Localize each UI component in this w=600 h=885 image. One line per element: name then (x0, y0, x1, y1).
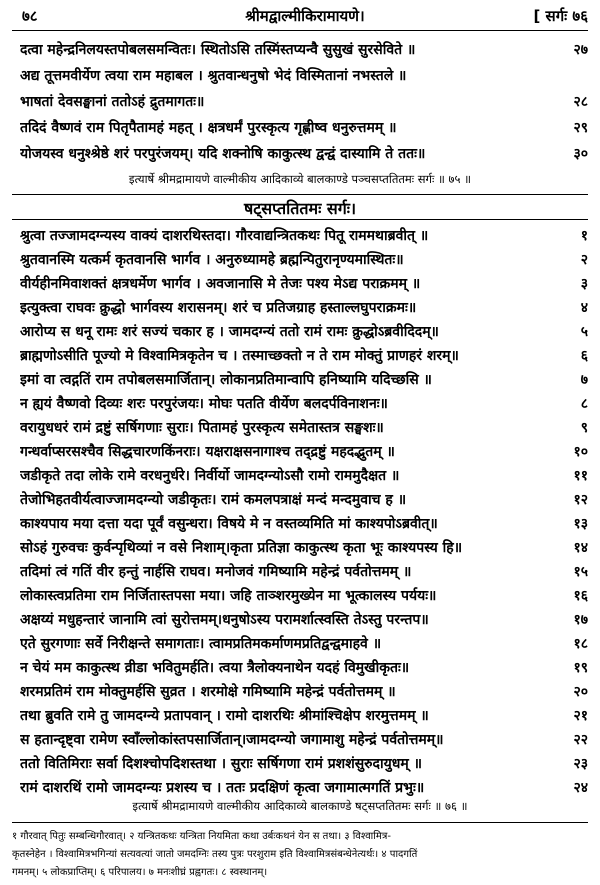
verse-text: जडीकृते तदा लोके रामे वरधनुर्धरे। निर्वीर्यो जामदग्न्योऽसौ रामो राममुदैक्षत ॥ (20, 468, 400, 484)
verse-line (12, 40, 588, 62)
verse-number: २७ (573, 42, 588, 58)
verse-number: २४ (573, 780, 588, 796)
verse-line (12, 118, 588, 140)
verse-number: २९ (573, 120, 588, 136)
verse-line (12, 442, 588, 464)
verse-text: न ह्ययं वैष्णवो दिव्यः शरः परपुरंजयः। मोघः पतति वीर्येण बलदर्पविनाशनः॥ (20, 396, 388, 412)
verse-text: लोकास्त्वप्रतिमा राम निर्जितास्तपसा मया। जहि ताञ्शरमुख्येन मा भूत्कालस्य पर्ययः॥ (20, 588, 437, 604)
verse-number: १२ (573, 492, 588, 508)
verse-line (12, 274, 588, 296)
verse-line (12, 66, 588, 88)
verse-number: १९ (573, 660, 588, 676)
verse-text: भाषतां देवसङ्घानां ततोऽहं द्रुतमागतः॥ (20, 94, 205, 110)
verse-text: वीर्यहीनमिवाशक्तं क्षत्रधर्मेण भार्गव । अवजानासि मे तेजः पश्य मेऽद्य पराक्रमम् ॥ (20, 276, 421, 292)
verse-text: तदिदं वैष्णवं राम पितृपैतामहं महत् । क्षत्रधर्मं पुरस्कृत्य गृह्णीष्व धनुरुत्तमम् ॥ (20, 120, 397, 136)
verse-line (12, 730, 588, 752)
footnote-line: १ गौरवात् पितुः सम्बन्धिगौरवात्। २ यन्त्रितकथः यन्त्रिता नियमिता कथा उर्बःकथनं येन स तथा। ३ विश्वामित्र- (12, 831, 391, 842)
verse-line (12, 226, 588, 248)
verse-line (12, 490, 588, 512)
verse-number: ६ (580, 348, 588, 364)
verse-text: शरमप्रतिमं राम मोक्तुमर्हसि सुव्रत । शरमोक्षे गमिष्यामि महेन्द्रं पर्वतोत्तमम् ॥ (20, 684, 396, 700)
verse-number: ९ (580, 420, 588, 436)
verse-line (12, 706, 588, 728)
verse-number: ७ (580, 372, 588, 388)
verse-number: २१ (573, 708, 588, 724)
verse-text: वरायुधधरं रामं द्रष्टुं सर्षिगणाः सुराः। पितामहं पुरस्कृत्य समेतास्तत्र सङ्घशः॥ (20, 420, 384, 436)
verse-number: १६ (573, 588, 588, 604)
verse-text: रामं दाशरथिं रामो जामदग्न्यः प्रशस्य च । ततः प्रदक्षिणं कृत्वा जगामात्मगतिं प्रभुः॥ (20, 780, 425, 796)
verse-text: न चेयं मम काकुत्स्थ व्रीडा भवितुमर्हति। त्वया त्रैलोक्यनाथेन यदहं विमुखीकृतः॥ (20, 660, 410, 676)
verse-text: इमां वा त्वद्गतिं राम तपोबलसमार्जितान्। लोकानप्रतिमान्वापि हनिष्यामि यदिच्छसि ॥ (20, 372, 432, 388)
sarga-divider-bottom (12, 219, 588, 220)
verse-line (12, 754, 588, 776)
verse-line (12, 538, 588, 560)
verse-line (12, 634, 588, 656)
verse-number: २ (580, 252, 588, 268)
verse-text: इत्युक्त्वा राघवः क्रुद्धो भार्गवस्य शरासनम्। शरं च प्रतिजग्राह हस्ताल्लघुपराक्रमः॥ (20, 300, 417, 316)
verse-text: श्रुतवानस्मि यत्कर्म कृतवानसि भार्गव । अनुरुध्यामहे ब्रह्मन्पितुरानृण्यमास्थितः॥ (20, 252, 404, 268)
verse-number: ५ (580, 324, 588, 340)
verse-text: एते सुरगणाः सर्वे निरीक्षन्ते समागताः। त्वामप्रतिमकर्माणमप्रतिद्वन्द्वमाहवे ॥ (20, 636, 382, 652)
verse-text: श्रुत्वा तज्जामदग्न्यस्य वाक्यं दाशरथिस्तदा। गौरवाद्यन्त्रितकथः पितू राममथाब्रवीत् ॥ (20, 228, 429, 244)
verse-text: काश्यपाय मया दत्ता यदा पूर्वं वसुन्धरा। विषये मे न वस्तव्यमिति मां काश्यपोऽब्रवीत्॥ (20, 516, 438, 532)
verse-line (12, 466, 588, 488)
colophon-75: इत्यार्षे श्रीमद्रामायणे वाल्मीकीय आदिकाव्ये बालकाण्डे पञ्चसप्ततितमः सर्गः ॥ ७५ ॥ (128, 172, 472, 186)
verse-text: आरोप्य स धनू रामः शरं सज्यं चकार ह । जामदग्न्यं ततो रामं रामः क्रुद्धोऽब्रवीदिदम्॥ (20, 324, 439, 340)
verse-line (12, 370, 588, 392)
verse-line (12, 586, 588, 608)
page-header (22, 6, 588, 28)
verse-text: योजयस्व धनुश्श्रेष्ठे शरं परपुरंजयम्। यदि शक्नोषि काकुत्स्थ द्वन्द्वं दास्यामि ते ततः॥ (20, 146, 426, 162)
verse-number: १४ (573, 540, 588, 556)
verse-text: ब्राह्मणोऽसीति पूज्यो मे विश्वामित्रकृतेन च । तस्माच्छक्तो न ते राम मोक्तुं प्राणहरं शरम्॥ (20, 348, 459, 364)
verse-text: दत्वा महेन्द्रनिलयस्तपोबलसमन्वितः। स्थितोऽसि तस्मिंस्तप्यन्वै सुसुखं सुरसेविते ॥ (20, 42, 416, 58)
sarga-76-title: षट्सप्ततितमः सर्गः। (243, 199, 357, 218)
verse-number: ११ (573, 468, 588, 484)
verse-text: ततो वितिमिराः सर्वा दिशश्चोपदिशस्तथा । सुराः सर्षिगणा रामं प्रशशंसुरुदायुधम् ॥ (20, 756, 422, 772)
verse-number: १७ (573, 612, 588, 628)
verse-number: २८ (573, 94, 588, 110)
verse-line (12, 514, 588, 536)
verse-number: १० (573, 444, 588, 460)
verse-line (12, 778, 588, 800)
verse-number: ८ (580, 396, 588, 412)
verse-number: ३० (573, 146, 588, 162)
sarga-divider-top (12, 194, 588, 195)
verse-line (12, 394, 588, 416)
page-number: ७८ (22, 7, 38, 25)
verse-line (12, 250, 588, 272)
verse-line (12, 418, 588, 440)
verse-text: सोऽहं गुरुवचः कुर्वन्पृथिव्यां न वसे निशाम्।कृता प्रतिज्ञा काकुत्स्थ कृता भूः काश्यपस्य हि॥ (20, 540, 463, 556)
verse-text: गन्धर्वाप्सरसश्चैव सिद्धचारणकिंनराः। यक्षराक्षसनागाश्च तद्द्रष्टुं महदद्भुतम् ॥ (20, 444, 395, 460)
verse-number: १ (580, 228, 588, 244)
verse-text: तदिमां त्वं गतिं वीर हन्तुं नार्हसि राघव। मनोजवं गमिष्यामि महेन्द्रं पर्वतोत्तमम् ॥ (20, 564, 412, 580)
verse-number: १३ (573, 516, 588, 532)
verse-line (12, 92, 588, 114)
verse-number: १५ (573, 564, 588, 580)
header-rule (12, 30, 588, 31)
verse-line (12, 298, 588, 320)
footnote-rule (12, 822, 588, 823)
verse-text: अक्षय्यं मधुहन्तारं जानामि त्वां सुरोत्तमम्।धनुषोऽस्य परामर्शात्स्वस्ति तेऽस्तु परन्तप॥ (20, 612, 429, 628)
verse-number: १८ (573, 636, 588, 652)
footnote-line: कृतस्नेहेन । विश्वामित्रभगिन्यां सत्यवत्यां जातो जमदग्निः तस्य पुत्रः परशुराम इति विश्वामित्रसंबन्धेनेत्यर्थः। ४ पादगतिं (12, 849, 418, 860)
footnote-line: गमनम्। ५ लोकप्राप्तिम्। ६ परिपालय। ७ मनःशीघ्रं प्रह्वगतः। ८ स्वस्थानम्। (12, 867, 268, 878)
verse-number: ४ (580, 300, 588, 316)
verse-text: स हतान्दृष्ट्वा रामेण स्वाँल्लोकांस्तपसार्जितान्।जामदग्न्यो जगामाशु महेन्द्रं पर्वतोत्तमम्॥ (20, 732, 444, 748)
verse-text: तथा ब्रुवति रामे तु जामदग्न्ये प्रतापवान् । रामो दाशरथिः श्रीमांश्चिक्षेप शरमुत्तमम् ॥ (20, 708, 429, 724)
verse-line (12, 562, 588, 584)
verse-number: २३ (573, 756, 588, 772)
verse-number: ३ (580, 276, 588, 292)
verse-line (12, 682, 588, 704)
colophon-76: इत्यार्षे श्रीमद्रामायणे वाल्मीकीय आदिकाव्ये बालकाण्डे षट्सप्ततितमः सर्गः ॥ ७६ ॥ (132, 799, 468, 813)
section-label: [ सर्गः ७६ (533, 7, 588, 25)
verse-line (12, 658, 588, 680)
verse-number: २२ (573, 732, 588, 748)
verse-text: तेजोभिहतवीर्यत्वाज्जामदग्न्यो जडीकृतः। रामं कमलपत्राक्षं मन्दं मन्दमुवाच ह ॥ (20, 492, 407, 508)
verse-text: अद्य तूत्तमवीर्येण त्वया राम महाबल । श्रुतवान्धनुषो भेदं विस्मितानां नभस्तले ॥ (20, 68, 407, 84)
verse-number: २० (573, 684, 588, 700)
verse-line (12, 144, 588, 166)
verse-line (12, 610, 588, 632)
verse-line (12, 322, 588, 344)
verse-line (12, 346, 588, 368)
book-title: श्रीमद्वाल्मीकिरामायणे। (245, 7, 365, 25)
